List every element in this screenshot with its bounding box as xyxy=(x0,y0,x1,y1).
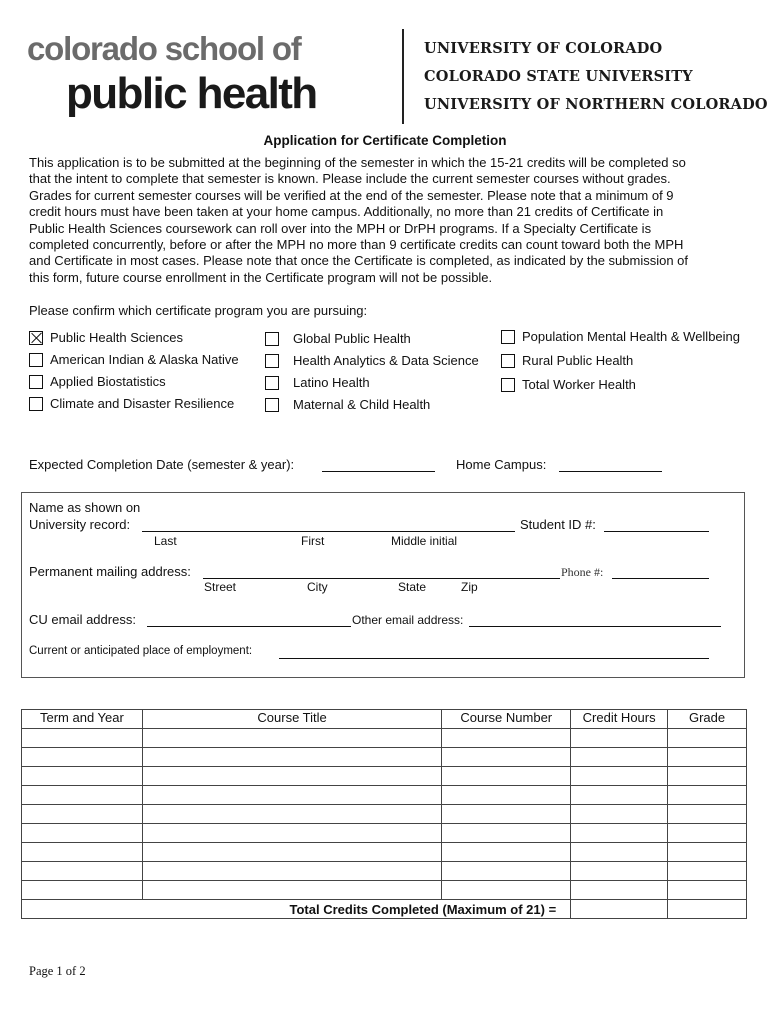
confirm-prompt: Please confirm which certificate program you are pursuing: xyxy=(29,303,368,318)
column-header: Course Title xyxy=(142,710,442,729)
logo-line-1: colorado school of xyxy=(27,30,301,67)
table-cell[interactable] xyxy=(668,805,747,824)
last-name-caption: Last xyxy=(154,534,177,548)
total-credits-cell[interactable] xyxy=(571,900,668,919)
zip-caption: Zip xyxy=(461,580,478,594)
option-label: Population Mental Health & Wellbeing xyxy=(522,329,741,344)
checkbox-icon[interactable] xyxy=(501,378,515,392)
city-caption: City xyxy=(307,580,328,594)
table-cell[interactable] xyxy=(571,881,668,900)
course-table xyxy=(21,709,747,919)
middle-initial-caption: Middle initial xyxy=(391,534,458,548)
intro-line: credit hours must have been taken at your home campus. Additionally, no more than 21 credits of Certificate in xyxy=(29,204,664,220)
student-id-label: Student ID #: xyxy=(520,517,596,532)
total-row xyxy=(22,900,747,919)
program-option-climate-disaster[interactable] xyxy=(29,396,234,411)
checkbox-icon[interactable] xyxy=(501,354,515,368)
table-cell[interactable] xyxy=(668,786,747,805)
name-label-line-2: University record: xyxy=(29,517,131,532)
total-credits-label: Total Credits Completed (Maximum of 21) = xyxy=(22,900,571,919)
table-cell[interactable] xyxy=(142,748,442,767)
program-option-health-analytics[interactable] xyxy=(265,353,479,368)
table-cell[interactable] xyxy=(142,767,442,786)
intro-line: This application is to be submitted at the beginning of the semester in which the 15-21 credits will be completed so xyxy=(29,155,686,170)
program-option-latino-health[interactable] xyxy=(265,375,370,390)
checkbox-icon[interactable] xyxy=(29,375,43,389)
table-cell[interactable] xyxy=(442,824,571,843)
table-cell[interactable] xyxy=(22,843,143,862)
table-row xyxy=(22,805,747,824)
table-cell[interactable] xyxy=(668,881,747,900)
table-cell[interactable] xyxy=(142,786,442,805)
table-row xyxy=(22,862,747,881)
column-header: Term and Year xyxy=(22,710,143,729)
home-campus-label: Home Campus: xyxy=(456,457,547,472)
table-row xyxy=(22,843,747,862)
total-grade-cell[interactable] xyxy=(668,900,747,919)
option-label: Health Analytics & Data Science xyxy=(293,353,479,368)
mailing-address-field[interactable] xyxy=(203,564,560,579)
checkbox-icon[interactable] xyxy=(29,397,43,411)
university-2: COLORADO STATE UNIVERSITY xyxy=(424,68,693,85)
table-cell[interactable] xyxy=(571,786,668,805)
intro-line: Public Health Sciences coursework can roll over into the MPH or DrPH programs. If a Specialty Certificate is xyxy=(29,220,652,236)
program-option-applied-biostatistics[interactable] xyxy=(29,374,166,389)
table-cell[interactable] xyxy=(571,843,668,862)
table-cell[interactable] xyxy=(142,729,442,748)
table-header-row xyxy=(22,710,747,729)
intro-line: and Certificate in most cases. Please note that once the Certificate is completed, as indicated by the submission of xyxy=(29,253,689,269)
option-label: Total Worker Health xyxy=(522,377,636,392)
street-caption: Street xyxy=(204,580,237,594)
checkbox-icon[interactable] xyxy=(501,330,515,344)
option-label: Global Public Health xyxy=(293,331,411,346)
table-cell[interactable] xyxy=(571,748,668,767)
table-cell[interactable] xyxy=(668,843,747,862)
document-title: Application for Certificate Completion xyxy=(263,133,507,148)
program-option-american-indian[interactable] xyxy=(29,352,239,367)
program-option-total-worker-health[interactable] xyxy=(501,377,636,392)
intro-line: this form, future course enrollment in the Certificate program will not be possible. xyxy=(29,269,493,285)
table-cell[interactable] xyxy=(442,786,571,805)
table-cell[interactable] xyxy=(142,824,442,843)
table-cell[interactable] xyxy=(668,729,747,748)
university-1: UNIVERSITY OF COLORADO xyxy=(424,40,663,57)
table-row xyxy=(22,729,747,748)
student-id-field[interactable] xyxy=(604,517,709,532)
column-header: Grade xyxy=(668,710,747,729)
expected-completion-label: Expected Completion Date (semester & year): xyxy=(29,457,295,472)
checkbox-icon[interactable] xyxy=(265,376,279,390)
name-field[interactable] xyxy=(142,517,515,532)
table-cell[interactable] xyxy=(22,748,143,767)
logo-line-2: public health xyxy=(66,69,317,118)
table-cell[interactable] xyxy=(571,862,668,881)
table-cell[interactable] xyxy=(442,862,571,881)
table-cell[interactable] xyxy=(571,767,668,786)
expected-completion-field[interactable] xyxy=(322,457,435,472)
table-cell[interactable] xyxy=(22,767,143,786)
table-row xyxy=(22,767,747,786)
cu-email-field[interactable] xyxy=(147,612,351,627)
column-header: Course Number xyxy=(442,710,571,729)
checkbox-icon[interactable] xyxy=(265,354,279,368)
table-cell[interactable] xyxy=(142,881,442,900)
intro-line: Grades for current semester courses will be verified at the end of the semester. Please note that a minimum of 9 xyxy=(29,187,674,203)
table-cell[interactable] xyxy=(22,729,143,748)
intro-line: completed concurrently, before or after the MPH no more than 9 certificate credits can count toward both the MPH xyxy=(29,237,684,253)
table-row xyxy=(22,786,747,805)
table-cell[interactable] xyxy=(22,862,143,881)
table-cell[interactable] xyxy=(442,748,571,767)
employment-label: Current or anticipated place of employment: xyxy=(29,645,253,657)
header-divider xyxy=(402,29,404,124)
phone-field[interactable] xyxy=(612,564,709,579)
cu-email-label: CU email address: xyxy=(29,612,136,627)
table-cell[interactable] xyxy=(571,824,668,843)
option-label: Climate and Disaster Resilience xyxy=(50,396,235,411)
table-row xyxy=(22,881,747,900)
first-name-caption: First xyxy=(301,534,325,548)
program-option-population-mental-health[interactable] xyxy=(501,329,740,344)
table-cell[interactable] xyxy=(142,843,442,862)
mailing-address-label: Permanent mailing address: xyxy=(29,564,191,579)
table-cell[interactable] xyxy=(22,881,143,900)
phone-label: Phone #: xyxy=(561,565,604,579)
page-number: Page 1 of 2 xyxy=(29,964,86,978)
table-cell[interactable] xyxy=(442,729,571,748)
table-cell[interactable] xyxy=(22,824,143,843)
checkbox-icon[interactable] xyxy=(265,398,279,412)
column-header: Credit Hours xyxy=(571,710,668,729)
table-cell[interactable] xyxy=(442,805,571,824)
table-cell[interactable] xyxy=(442,881,571,900)
table-row xyxy=(22,748,747,767)
checkbox-icon[interactable] xyxy=(265,332,279,346)
program-option-public-health-sciences[interactable] xyxy=(29,330,183,345)
name-label-line-1: Name as shown on xyxy=(29,500,141,515)
table-cell[interactable] xyxy=(668,748,747,767)
option-label: American Indian & Alaska Native xyxy=(50,352,239,367)
checkbox-icon[interactable] xyxy=(29,353,43,367)
university-3: UNIVERSITY OF NORTHERN COLORADO xyxy=(424,96,768,113)
home-campus-field[interactable] xyxy=(559,457,662,472)
table-cell[interactable] xyxy=(442,843,571,862)
employment-field[interactable] xyxy=(279,645,709,659)
intro-line: that the intent to complete that semester is known. Please include the current semester courses without grades. xyxy=(29,171,671,187)
option-label: Applied Biostatistics xyxy=(50,374,166,389)
table-cell[interactable] xyxy=(668,862,747,881)
table-cell[interactable] xyxy=(22,786,143,805)
table-row xyxy=(22,824,747,843)
table-cell[interactable] xyxy=(571,805,668,824)
program-option-maternal-child[interactable] xyxy=(265,397,430,412)
intro-paragraph xyxy=(29,155,741,286)
other-email-label: Other email address: xyxy=(352,613,464,627)
other-email-field[interactable] xyxy=(469,612,721,627)
option-label: Maternal & Child Health xyxy=(293,397,431,412)
program-option-global-public-health[interactable] xyxy=(265,331,411,346)
table-cell[interactable] xyxy=(142,805,442,824)
state-caption: State xyxy=(398,580,427,594)
table-cell[interactable] xyxy=(442,767,571,786)
option-label: Latino Health xyxy=(293,375,370,390)
program-option-rural-public-health[interactable] xyxy=(501,353,633,368)
option-label: Rural Public Health xyxy=(522,353,634,368)
table-cell[interactable] xyxy=(668,767,747,786)
option-label: Public Health Sciences xyxy=(50,330,183,345)
table-cell[interactable] xyxy=(142,862,442,881)
table-cell[interactable] xyxy=(22,805,143,824)
checkbox-checked-icon[interactable] xyxy=(29,331,43,345)
table-cell[interactable] xyxy=(668,824,747,843)
table-cell[interactable] xyxy=(571,729,668,748)
